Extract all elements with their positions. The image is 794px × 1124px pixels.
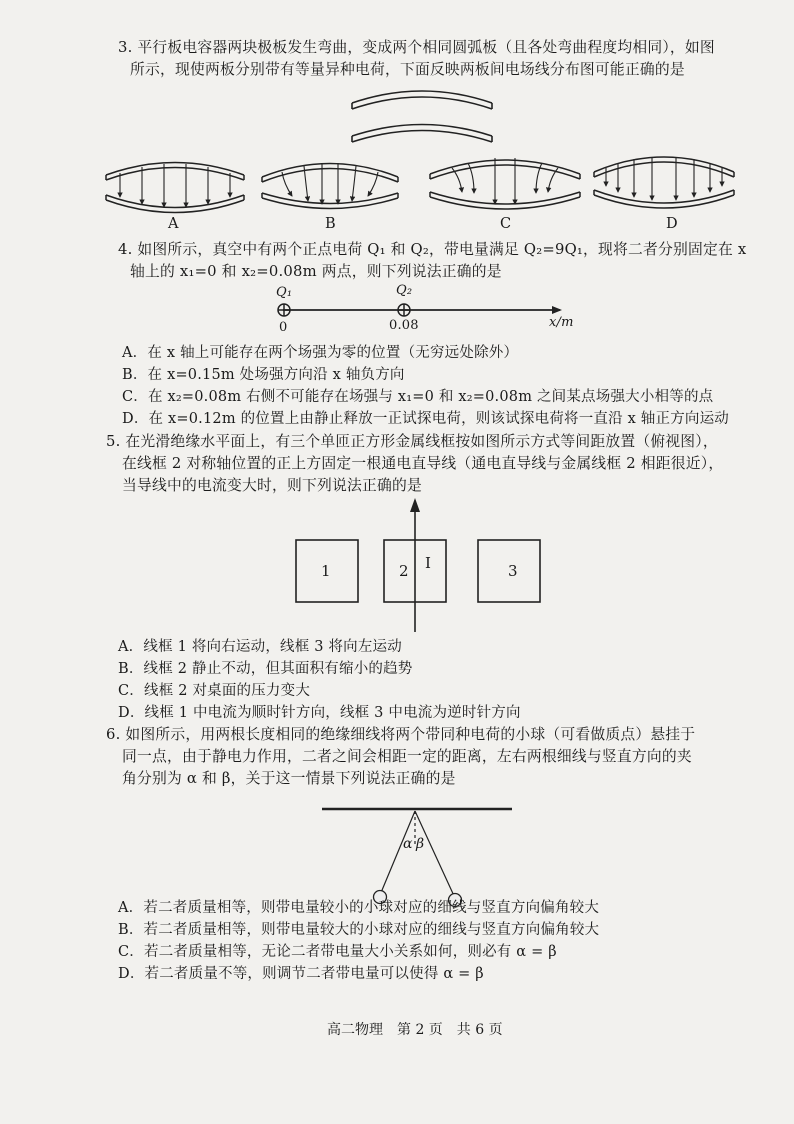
q5-stem-line3: 当导线中的电流变大时，则下列说法正确的是 [122, 477, 422, 494]
q5-current-label: I [425, 554, 432, 572]
q6-stem-line2: 同一点，由于静电力作用，二者之间会相距一定的距离，左右两根细线与竖直方向的夹 [122, 748, 692, 765]
q4-option-c: C．在 x₂=0.08m 右侧不可能存在场强与 x₁=0 和 x₂=0.08m 之间某点场强大小相等的点 [122, 389, 714, 405]
q6-option-a: A．若二者质量相等，则带电量较小的小球对应的细线与竖直方向偏角较大 [118, 900, 600, 916]
q5-frame-2-label: 2 [399, 562, 409, 580]
q6-option-b: B．若二者质量相等，则带电量较大的小球对应的细线与竖直方向偏角较大 [118, 922, 600, 938]
q4-q2-label: Q₂ [396, 283, 413, 298]
q5-option-a: A．线框 1 将向右运动，线框 3 将向左运动 [118, 639, 402, 655]
q4-stem-line2: 轴上的 x₁=0 和 x₂=0.08m 两点，则下列说法正确的是 [130, 263, 502, 280]
q6-option-d: D．若二者质量不等，则调节二者带电量可以使得 α = β [118, 966, 484, 982]
q6-stem-line1: 6. 如图所示，用两根长度相同的绝缘细线将两个带同种电荷的小球（可看做质点）悬挂于 [106, 726, 696, 743]
q3-stem-line1: 3. 平行板电容器两块极板发生弯曲，变成两个相同圆弧板（且各处弯曲程度均相同），如图 [118, 39, 715, 56]
q3-option-c-label: C [500, 216, 512, 232]
q4-option-b: B．在 x=0.15m 处场强方向沿 x 轴负方向 [122, 367, 405, 383]
q5-frame-3-label: 3 [508, 562, 518, 580]
q4-x1-tick-label: 0 [279, 320, 288, 335]
q5-frame-1-label: 1 [321, 562, 331, 580]
q6-alpha-label: α [403, 836, 413, 852]
q5-stem-line1: 5. 在光滑绝缘水平面上，有三个单匝正方形金属线框按如图所示方式等间距放置（俯视图）， [106, 433, 718, 450]
q4-q1-label: Q₁ [276, 285, 293, 300]
q5-option-b: B．线框 2 静止不动，但其面积有缩小的趋势 [118, 661, 413, 677]
q4-x2-tick-label: 0.08 [389, 318, 419, 333]
q3-option-d-label: D [666, 216, 678, 232]
q3-option-a-label: A [168, 216, 179, 232]
q5-stem-line2: 在线框 2 对称轴位置的正上方固定一根通电直导线（通电直导线与金属线框 2 相距很近）， [122, 455, 724, 472]
page-footer: 高二物理 第 2 页 共 6 页 [327, 1022, 503, 1038]
q4-option-a: A．在 x 轴上可能存在两个场强为零的位置（无穷远处除外） [122, 345, 519, 361]
q4-stem-line1: 4. 如图所示，真空中有两个正点电荷 Q₁ 和 Q₂，带电量满足 Q₂=9Q₁，现将二者分别固定在 x [118, 241, 747, 258]
q6-beta-label: β [416, 836, 425, 852]
q3-option-b-label: B [325, 216, 336, 232]
q4-option-d: D．在 x=0.12m 的位置上由静止释放一正试探电荷，则该试探电荷将一直沿 x 轴正方向运动 [122, 411, 729, 427]
q5-option-d: D．线框 1 中电流为顺时针方向，线框 3 中电流为逆时针方向 [118, 705, 521, 721]
q3-stem-line2: 所示，现使两板分别带有等量异种电荷，下面反映两板间电场线分布图可能正确的是 [130, 61, 685, 78]
q6-stem-line3: 角分别为 α 和 β，关于这一情景下列说法正确的是 [122, 770, 456, 787]
q5-option-c: C．线框 2 对桌面的压力变大 [118, 683, 311, 699]
q6-option-c: C．若二者质量相等，无论二者带电量大小关系如何，则必有 α = β [118, 944, 557, 960]
q4-axis-label: x/m [549, 315, 574, 330]
